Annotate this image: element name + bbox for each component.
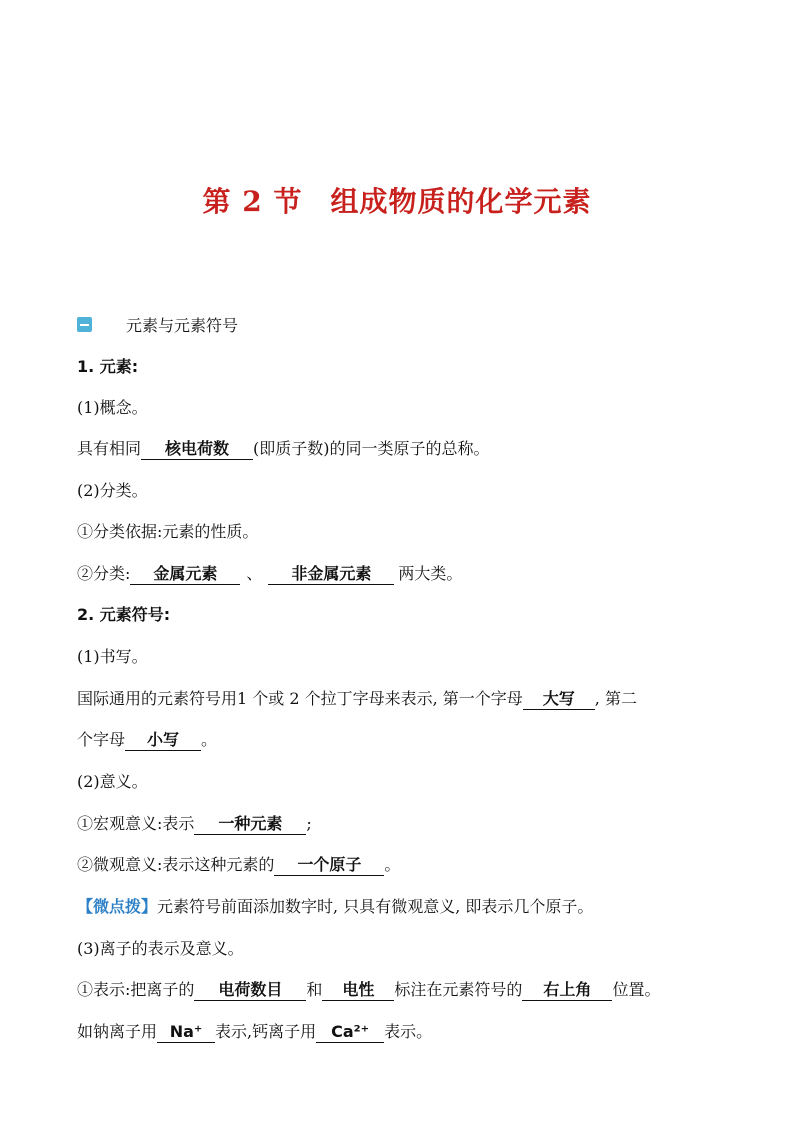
section-label: 元素与元素符号 xyxy=(126,316,239,335)
text-line: 国际通用的元素符号用1 个或 2 个拉丁字母来表示, 第一个字母 大写 , 第二 xyxy=(77,689,637,708)
heading-element: 1. 元素: xyxy=(77,357,139,376)
blank-answer: Na⁺ xyxy=(157,1022,215,1043)
blank-answer: 小写 xyxy=(125,730,201,751)
blank-answer: 电性 xyxy=(322,980,394,1001)
blank-answer: 一个原子 xyxy=(274,855,384,876)
blank-answer: 一种元素 xyxy=(194,814,306,835)
section-number: 第 2 节 xyxy=(202,185,303,218)
blank-answer: Ca²⁺ xyxy=(316,1022,384,1043)
text-line: ②分类: 金属元素 、 非金属元素 两大类。 xyxy=(77,564,463,583)
sub-writing: (1)书写。 xyxy=(77,647,148,666)
text-line: ①表示:把离子的 电荷数目 和 电性 标注在元素符号的 右上角 位置。 xyxy=(77,980,661,999)
sub-meaning: (2)意义。 xyxy=(77,772,148,791)
blank-answer: 大写 xyxy=(523,689,595,710)
blank-answer: 核电荷数 xyxy=(141,439,253,460)
blank-answer: 非金属元素 xyxy=(268,564,394,585)
blank-answer: 金属元素 xyxy=(130,564,240,585)
page-title xyxy=(0,180,794,220)
tip-tag: 【微点拨】 xyxy=(77,897,158,916)
text-line: 如钠离子用 Na⁺ 表示,钙离子用 Ca²⁺ 表示。 xyxy=(77,1022,433,1041)
section-name: 组成物质的化学元素 xyxy=(330,185,592,218)
minus-icon xyxy=(77,317,92,332)
sub-concept: (1)概念。 xyxy=(77,398,148,417)
section-heading xyxy=(77,313,238,336)
sub-ion: (3)离子的表示及意义。 xyxy=(77,939,244,958)
text-line: 具有相同 核电荷数 (即质子数)的同一类原子的总称。 xyxy=(77,439,490,458)
text-line: ①宏观意义:表示 一种元素 ; xyxy=(77,814,312,833)
text-line: ①分类依据:元素的性质。 xyxy=(77,522,259,541)
heading-symbol: 2. 元素符号: xyxy=(77,605,171,624)
blank-answer: 电荷数目 xyxy=(194,980,306,1001)
text-line: 个字母 小写 。 xyxy=(77,730,218,749)
text-line: ②微观意义:表示这种元素的 一个原子 。 xyxy=(77,855,401,874)
sub-classification: (2)分类。 xyxy=(77,481,148,500)
blank-answer: 右上角 xyxy=(522,980,612,1001)
tip-line: 【微点拨】元素符号前面添加数字时, 只具有微观意义, 即表示几个原子。 xyxy=(77,897,594,916)
